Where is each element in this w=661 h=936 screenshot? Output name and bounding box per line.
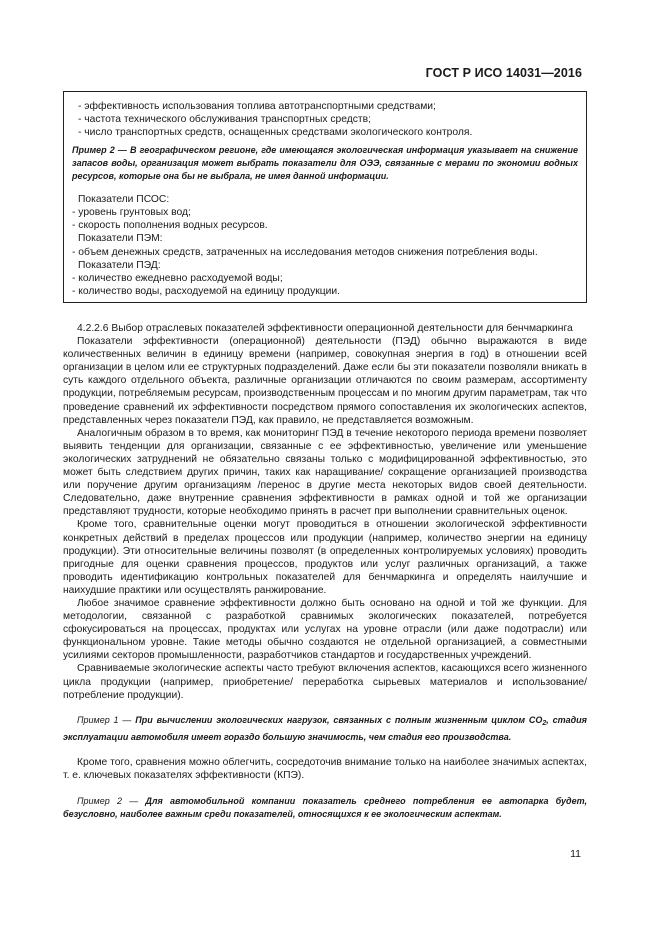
example-label: Пример 1 — — [77, 714, 132, 725]
bullet-item: - скорость пополнения водных ресурсов. — [72, 220, 268, 232]
document-header: ГОСТ Р ИСО 14031—2016 — [425, 66, 582, 80]
example-note — [63, 714, 587, 745]
bullet-item: - число транспортных средств, оснащенных средствами экологического контроля. — [78, 127, 473, 139]
paragraph: Показатели эффективности (операционной) деятельности (ПЭД) обычно выражаются в виде количественных величин в единицу времени (например, совокупная энергия в год) в отношении всей организации в целом или ее структурных подразделений. Даже если бы эти показатели позволяли вникать в суть каждого отдельного объекта, различные организации отличаются по своим размерам, ассортименту продукции, потребляемым ресурсам, производственным процессам и по многим другим параметрам, так что проведение сравнений их эффективности посредством прямого сопоставления их экологических аспектов, представленных через показатели ПЭД, как правило, не представляется возможным. — [63, 336, 587, 426]
subscript: 2 — [542, 719, 547, 727]
example-label: Пример 2 — — [77, 795, 139, 806]
indicator-group-title: Показатели ПСОС: — [78, 193, 170, 205]
example-note — [63, 795, 587, 823]
section-heading: 4.2.2.6 Выбор отраслевых показателей эффективности операционной деятельности для бенчмаркинга — [77, 323, 573, 334]
bullet-item: - объем денежных средств, затраченных на исследования методов снижения потребления воды. — [72, 246, 538, 258]
bullet-item: - эффективность использования топлива автотранспортными средствами; — [78, 101, 436, 112]
indicator-group-title: Показатели ПЭД: — [78, 259, 161, 271]
bullet-item: - уровень грунтовых вод; — [72, 207, 191, 219]
indicator-group-title: Показатели ПЭМ: — [78, 233, 163, 245]
paragraph: Кроме того, сравнительные оценки могут проводиться в отношении экологической эффективности конкретных действий в пределах процессов или продукции (например, количество энергии на единицу продукции). Эти относительные величины позволят (в определенных контролируемых условиях) проводить пригодные для оценки сравнения процессов, продуктов или услуг различных организаций, а также проводить идентификацию контрольных показателей для бенчмаркинга и определять наилучшие и наихудшие практики или осуществлять ранжирование. — [63, 519, 587, 596]
example-note — [72, 144, 578, 184]
paragraph: Кроме того, сравнения можно облегчить, сосредоточив внимание только на наиболее значимых аспектах, т. е. ключевых показателях эффективности (КПЭ). — [63, 757, 587, 782]
main-text — [63, 322, 587, 834]
example-text: В географическом регионе, где имеющаяся экологическая информация указывает на снижение запасов воды, организация может выбрать показатели для ОЭЭ, связанные с мерами по экономии водных ресурсов, которые она бы не выбрала, не имея данной информации. — [72, 144, 578, 182]
bullet-item: - количество ежедневно расходуемой воды; — [72, 273, 283, 285]
example-text: Для автомобильной компании показатель среднего потребления ее автопарка будет, безусловно, наиболее важным среди показателей, относящихся к ее экологическим аспектам. — [63, 795, 587, 820]
paragraph: Аналогичным образом в то время, как мониторинг ПЭД в течение некоторого периода времени позволяет выявить тенденции для организации, связанные с ее эффективностью, увеличение или уменьшение экологических затруднений не обязательно связаны только с модифицированной эффективностью, это может быть следствием других причин, таких как наращивание/ сокращение организацией производства или поручение другим организациям /перенос в другие места некоторых видов своей деятельности. Следовательно, даже внутренние сравнения эффективности в рамках одной и той же организации представляют трудности, которые необходимо принять в расчет при выполнении сравнительных оценок. — [63, 427, 587, 518]
paragraph: Сравниваемые экологические аспекты часто требуют включения аспектов, касающихся всего жизненного цикла продукции (например, приобретение/ переработка сырьевых материалов и использование/потребление продукции). — [63, 663, 587, 701]
example-text: , стадия эксплуатации автомобиля имеет гораздо большую значимость, чем стадия его производства. — [63, 714, 587, 742]
page-number: 11 — [570, 848, 581, 860]
paragraph: Любое значимое сравнение эффективности должно быть основано на одной и той же функции. Для методологии, связанной с разработкой сравнимых экологических показателей, потребуется сфокусироваться на процессах, продуктах или услугах на уровне отрасли (или даже подотрасли) или функциональном уровне. Такие методы обычно создаются не отдельной организацией, а совместными усилиями секторов промышленности, разработчиков стандартов и государственных учреждений. — [63, 597, 587, 662]
bullet-item: - количество воды, расходуемой на единицу продукции. — [72, 286, 340, 298]
bullet-item: - частота технического обслуживания транспортных средств; — [78, 114, 371, 126]
example-label: Пример 2 — — [72, 144, 127, 155]
example-text: При вычислении экологических нагрузок, связанных с полным жизненным циклом CO — [135, 714, 543, 725]
example-box — [63, 91, 587, 303]
